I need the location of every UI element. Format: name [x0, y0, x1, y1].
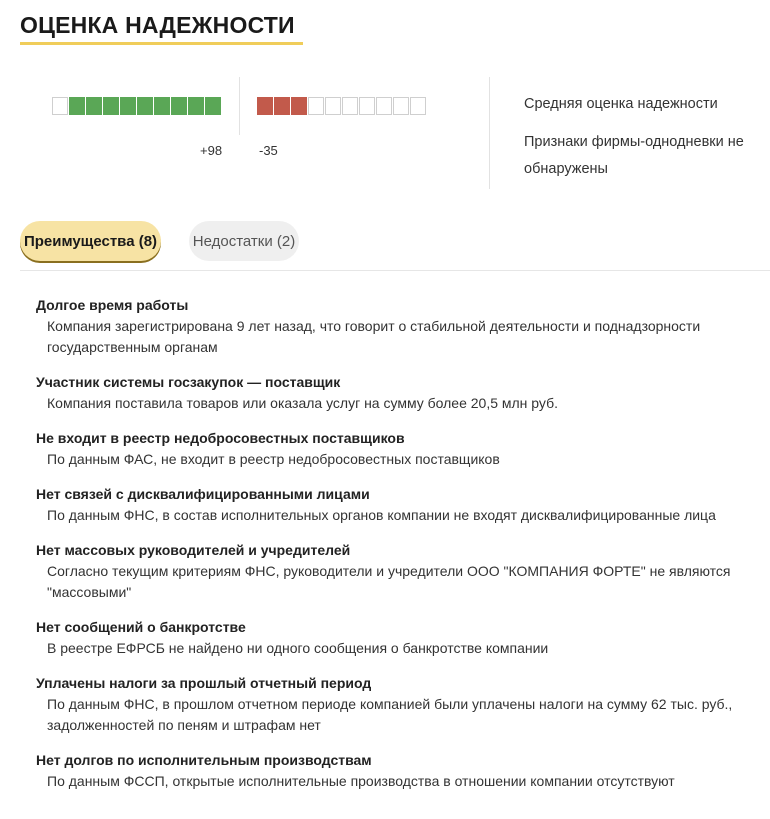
item-title: Уплачены налоги за прошлый отчетный период	[36, 675, 372, 691]
advantages-list	[36, 294, 756, 805]
item-title: Не входит в реестр недобросовестных поставщиков	[36, 430, 405, 446]
item-description: По данным ФНС, в прошлом отчетном периоде компанией были уплачены налоги на сумму 62 тыс. руб., задолженностей по пеням и штрафам нет	[47, 696, 733, 733]
list-item	[36, 672, 756, 736]
positive-rating-bar	[52, 97, 221, 115]
item-title: Участник системы госзакупок — поставщик	[36, 374, 341, 390]
item-description: Компания зарегистрирована 9 лет назад, что говорит о стабильной деятельности и поднадзорности государственным органам	[47, 318, 701, 355]
item-description: Согласно текущим критериям ФНС, руководители и учредители ООО "КОМПАНИЯ ФОРТЕ" не являются "массовыми"	[47, 563, 731, 600]
rating-cell-empty	[52, 97, 68, 115]
rating-cell-filled	[103, 97, 119, 115]
rating-cell-filled	[86, 97, 102, 115]
rating-cell-filled	[188, 97, 204, 115]
shell-company-status: Признаки фирмы-однодневки не обнаружены	[524, 134, 744, 177]
rating-cell-filled	[257, 97, 273, 115]
item-title: Долгое время работы	[36, 297, 189, 313]
list-item	[36, 616, 756, 659]
positive-score: +98	[200, 143, 223, 158]
tab-disadvantages[interactable]: Недостатки (2)	[189, 221, 299, 261]
list-item	[36, 483, 756, 526]
tabs-divider	[20, 270, 770, 271]
list-item	[36, 749, 756, 792]
rating-cell-empty	[342, 97, 358, 115]
summary-divider	[489, 77, 490, 189]
item-title: Нет связей с дисквалифицированными лицами	[36, 486, 370, 502]
rating-cell-filled	[120, 97, 136, 115]
rating-cell-filled	[154, 97, 170, 115]
rating-cell-empty	[393, 97, 409, 115]
rating-cell-filled	[69, 97, 85, 115]
negative-score: -35	[259, 143, 278, 158]
item-title: Нет долгов по исполнительным производствам	[36, 752, 372, 768]
rating-cell-filled	[137, 97, 153, 115]
average-rating-label: Средняя оценка надежности	[524, 96, 718, 112]
page-title: ОЦЕНКА НАДЕЖНОСТИ	[20, 12, 295, 38]
rating-cell-empty	[308, 97, 324, 115]
list-item	[36, 427, 756, 470]
item-title: Нет сообщений о банкротстве	[36, 619, 246, 635]
item-description: По данным ФССП, открытые исполнительные производства в отношении компании отсутствуют	[47, 773, 675, 789]
rating-divider	[239, 77, 240, 135]
rating-cell-empty	[410, 97, 426, 115]
negative-rating-bar	[257, 97, 426, 115]
list-item	[36, 371, 756, 414]
item-description: Компания поставила товаров или оказала услуг на сумму более 20,5 млн руб.	[47, 395, 558, 411]
item-description: По данным ФНС, в состав исполнительных органов компании не входят дисквалифицированные лица	[47, 507, 716, 523]
rating-cell-filled	[205, 97, 221, 115]
list-item	[36, 294, 756, 358]
title-underline	[20, 42, 303, 45]
rating-cell-filled	[291, 97, 307, 115]
rating-cell-filled	[171, 97, 187, 115]
rating-cell-empty	[359, 97, 375, 115]
rating-cell-filled	[274, 97, 290, 115]
rating-cell-empty	[325, 97, 341, 115]
item-description: В реестре ЕФРСБ не найдено ни одного сообщения о банкротстве компании	[47, 640, 549, 656]
list-item	[36, 539, 756, 603]
tab-advantages[interactable]: Преимущества (8)	[20, 221, 161, 261]
item-title: Нет массовых руководителей и учредителей	[36, 542, 351, 558]
item-description: По данным ФАС, не входит в реестр недобросовестных поставщиков	[47, 451, 500, 467]
rating-cell-empty	[376, 97, 392, 115]
